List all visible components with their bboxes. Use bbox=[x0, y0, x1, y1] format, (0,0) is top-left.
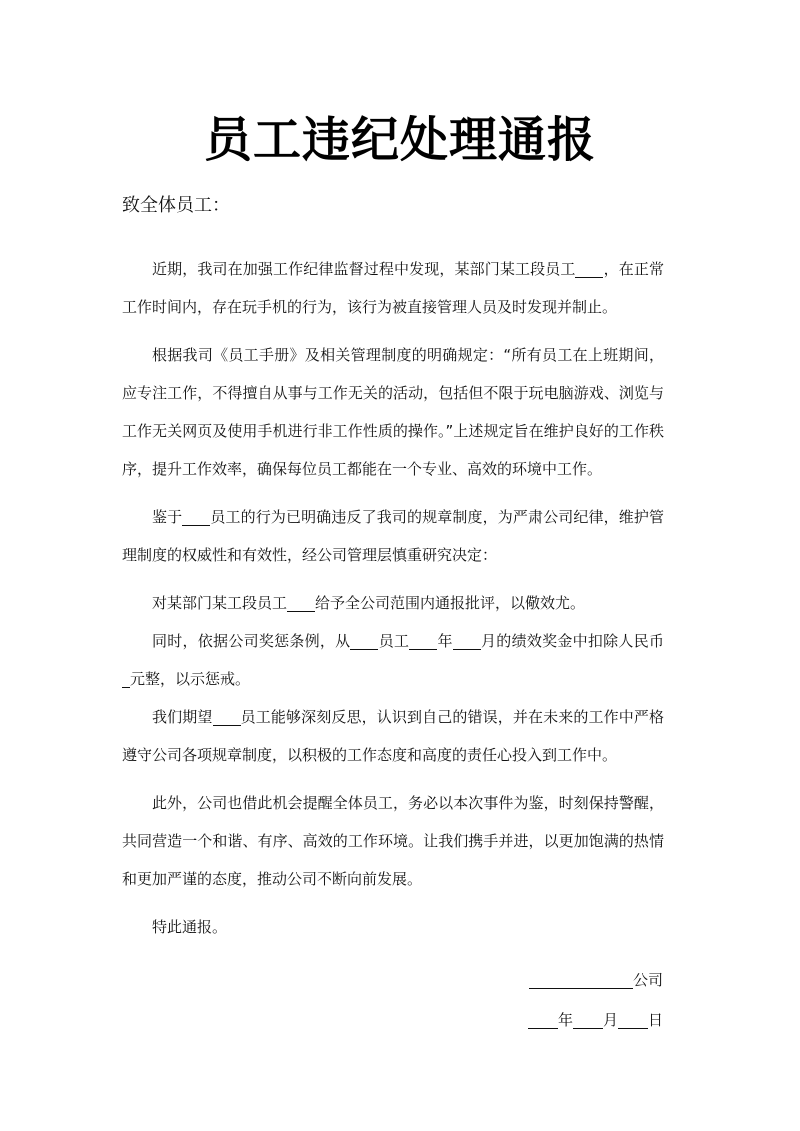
paragraph-criticism-text-b: 给予全公司范围内通报批评，以儆效尤。 bbox=[315, 594, 586, 612]
blank-amount bbox=[122, 669, 130, 688]
blank-employee-name bbox=[182, 507, 210, 526]
paragraph-criticism-text-a: 对某部门某工段员工 bbox=[152, 594, 288, 612]
paragraph-closing: 特此通报。 bbox=[152, 918, 228, 936]
paragraph-penalty-text-b: 员工 bbox=[378, 632, 410, 650]
signature-year-label: 年 bbox=[557, 1011, 573, 1029]
paragraph-decision-intro bbox=[122, 498, 664, 574]
paragraph-penalty-text-a: 同时，依据公司奖惩条例，从 bbox=[152, 632, 351, 650]
paragraph-expectation-text-b: 员工能够深刻反思，认识到自己的错误，并在未来的工作中严格遵守公司各项规章制度，以积极的工作态度和高度的责任心投入到工作中。 bbox=[122, 708, 664, 764]
paragraph-penalty-text-c: 年 bbox=[437, 632, 453, 650]
paragraph-criticism bbox=[122, 584, 664, 622]
paragraph-discovery-text-b: ，在正常工作时间内，存在玩手机的行为，该行为被直接管理人员及时发现并制止。 bbox=[122, 260, 664, 316]
signature-company-label: 公司 bbox=[632, 971, 663, 989]
signature-date bbox=[528, 1008, 663, 1032]
blank-employee-name bbox=[213, 707, 241, 726]
blank-company-name bbox=[529, 970, 633, 989]
blank-date-year bbox=[528, 1010, 558, 1029]
paragraph-discovery bbox=[122, 250, 664, 326]
blank-month bbox=[453, 631, 481, 650]
paragraph-regulation: 根据我司《员工手册》及相关管理制度的明确规定：“所有员工在上班期间，应专注工作，不得擅自从事与工作无关的活动，包括但不限于玩电脑游戏、浏览与工作无关网页及使用手机进行非工作性质的操作。”上述规定旨在维护良好的工作秩序，提升工作效率，确保每位员工都能在一个专业、高效的环境中工作。 bbox=[122, 346, 664, 478]
paragraph-reminder: 此外，公司也借此机会提醒全体员工，务必以本次事件为鉴，时刻保持警醒，共同营造一个和谐、有序、高效的工作环境。让我们携手并进，以更加饱满的热情和更加严谨的态度，推动公司不断向前发展。 bbox=[122, 794, 664, 888]
paragraph-expectation bbox=[122, 698, 664, 774]
paragraph-penalty bbox=[122, 622, 664, 698]
paragraph-expectation-text-a: 我们期望 bbox=[152, 708, 213, 726]
paragraph-penalty-text-e: 元整，以示惩戒。 bbox=[130, 670, 251, 688]
paragraph-discovery-text-a: 近期，我司在加强工作纪律监督过程中发现，某部门某工段员工 bbox=[152, 260, 576, 278]
document-title: 员工违纪处理通报 bbox=[203, 112, 596, 168]
blank-date-day bbox=[618, 1010, 648, 1029]
paragraph-decision-text-a: 鉴于 bbox=[152, 508, 183, 526]
document-body bbox=[122, 250, 664, 946]
blank-employee-name bbox=[575, 259, 603, 278]
salutation: 致全体员工： bbox=[122, 195, 230, 216]
signature-day-label: 日 bbox=[647, 1011, 663, 1029]
blank-employee-name bbox=[350, 631, 378, 650]
paragraph-penalty-text-d: 月的绩效奖金中扣除人民币 bbox=[480, 632, 664, 650]
signature-month-label: 月 bbox=[602, 1011, 618, 1029]
blank-date-month bbox=[573, 1010, 603, 1029]
blank-year bbox=[409, 631, 437, 650]
paragraph-decision-text-b: 员工的行为已明确违反了我司的规章制度，为严肃公司纪律，维护管理制度的权威性和有效性，经公司管理层慎重研究决定： bbox=[122, 508, 664, 564]
blank-employee-name bbox=[287, 593, 315, 612]
signature-company bbox=[529, 968, 663, 992]
